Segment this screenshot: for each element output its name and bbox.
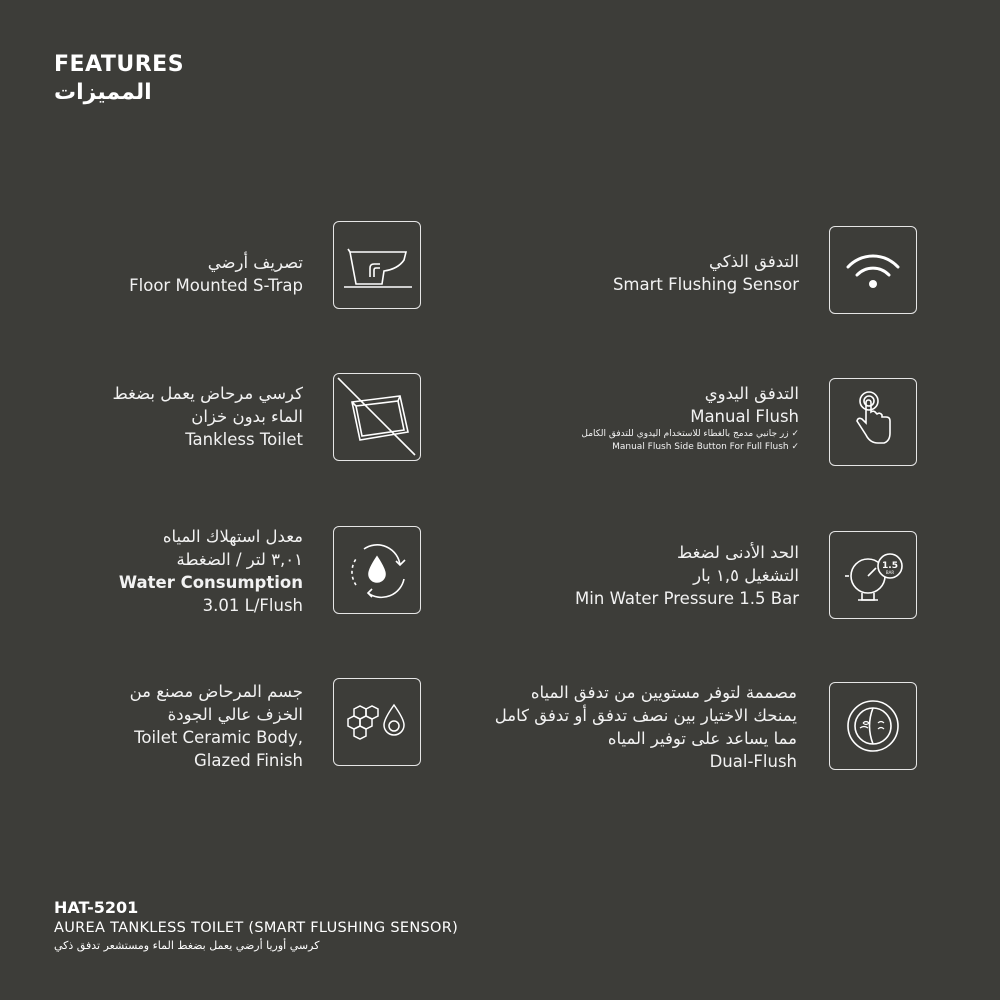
feature-label-en: Water Consumption: [118, 573, 303, 592]
feature-label-ar: مما يساعد على توفير المياه: [607, 729, 797, 748]
product-name: AUREA TANKLESS TOILET (SMART FLUSHING SENSOR): [54, 920, 459, 936]
feature-note-en: Manual Flush Side Button For Full Flush ✓: [612, 442, 799, 452]
feature-label-en: Manual Flush: [690, 407, 799, 426]
feature-min-pressure: [575, 541, 799, 610]
feature-label-en: Glazed Finish: [194, 751, 303, 770]
water-cycle-icon: [334, 527, 419, 612]
feature-note-ar: ✓ زر جانبي مدمج بالغطاء للاستخدام اليدوي للتدفق الكامل: [581, 429, 799, 439]
feature-label-ar: يمنحك الاختيار بين نصف تدفق أو تدفق كامل: [494, 706, 797, 725]
feature-dual-flush: [495, 681, 797, 773]
water-cycle-tile: [333, 526, 421, 614]
feature-label-ar: معدل استهلاك المياه: [162, 527, 303, 546]
gauge-unit: BAR: [885, 570, 895, 575]
pressure-gauge-icon: [830, 532, 915, 617]
feature-label-ar: ٣,٠١ لتر / الضغطة: [176, 550, 303, 569]
feature-label-en: Toilet Ceramic Body,: [134, 728, 303, 747]
page-title-arabic: المميزات: [54, 80, 152, 105]
feature-label-ar: الماء بدون خزان: [191, 407, 303, 426]
feature-label-en: Min Water Pressure 1.5 Bar: [575, 589, 799, 608]
page-title: FEATURES: [54, 52, 185, 77]
feature-label-ar: التدفق اليدوي: [704, 384, 799, 403]
feature-floor-mounted: [129, 251, 303, 297]
gauge-value: 1.5: [882, 561, 898, 571]
feature-label-en: Floor Mounted S-Trap: [129, 276, 303, 295]
feature-label-ar: كرسي مرحاض يعمل بضغط: [112, 384, 303, 403]
feature-label-ar: الحد الأدنى لضغط: [676, 543, 799, 562]
s-trap-tile: [333, 221, 421, 309]
feature-tankless: [113, 382, 304, 451]
feature-label-en: Smart Flushing Sensor: [612, 275, 799, 294]
feature-label-ar: التدفق الذكي: [708, 252, 799, 271]
dual-flush-icon: [830, 683, 915, 768]
no-tank-tile: [333, 373, 421, 461]
feature-label-ar: التشغيل ١,٥ بار: [693, 566, 799, 585]
ceramic-icon: [334, 679, 419, 764]
no-tank-icon: [334, 374, 419, 459]
feature-label-ar: جسم المرحاض مصنع من: [129, 682, 303, 701]
sensor-icon: [830, 227, 915, 312]
feature-smart-sensor: [613, 250, 799, 296]
model-number: HAT-5201: [54, 898, 139, 917]
hand-touch-tile: [829, 378, 917, 466]
dual-flush-tile: [829, 682, 917, 770]
feature-water-consumption: [119, 525, 303, 617]
s-trap-icon: [334, 222, 419, 307]
feature-label-ar: تصريف أرضي: [207, 253, 303, 272]
feature-label-en: Dual-Flush: [709, 752, 797, 771]
hand-touch-icon: [830, 379, 915, 464]
feature-label-en: Tankless Toilet: [185, 430, 303, 449]
product-name-arabic: كرسي أوريا أرضي يعمل بضغط الماء ومستشعر تدفق ذكي: [54, 939, 320, 952]
feature-value-en: 3.01 L/Flush: [202, 596, 303, 615]
pressure-gauge-tile: [829, 531, 917, 619]
feature-label-ar: مصممة لتوفر مستويين من تدفق المياه: [530, 683, 797, 702]
sensor-tile: [829, 226, 917, 314]
feature-manual-flush: [581, 382, 799, 454]
ceramic-tile: [333, 678, 421, 766]
feature-label-ar: الخزف عالي الجودة: [167, 705, 303, 724]
feature-ceramic-body: [130, 680, 303, 772]
